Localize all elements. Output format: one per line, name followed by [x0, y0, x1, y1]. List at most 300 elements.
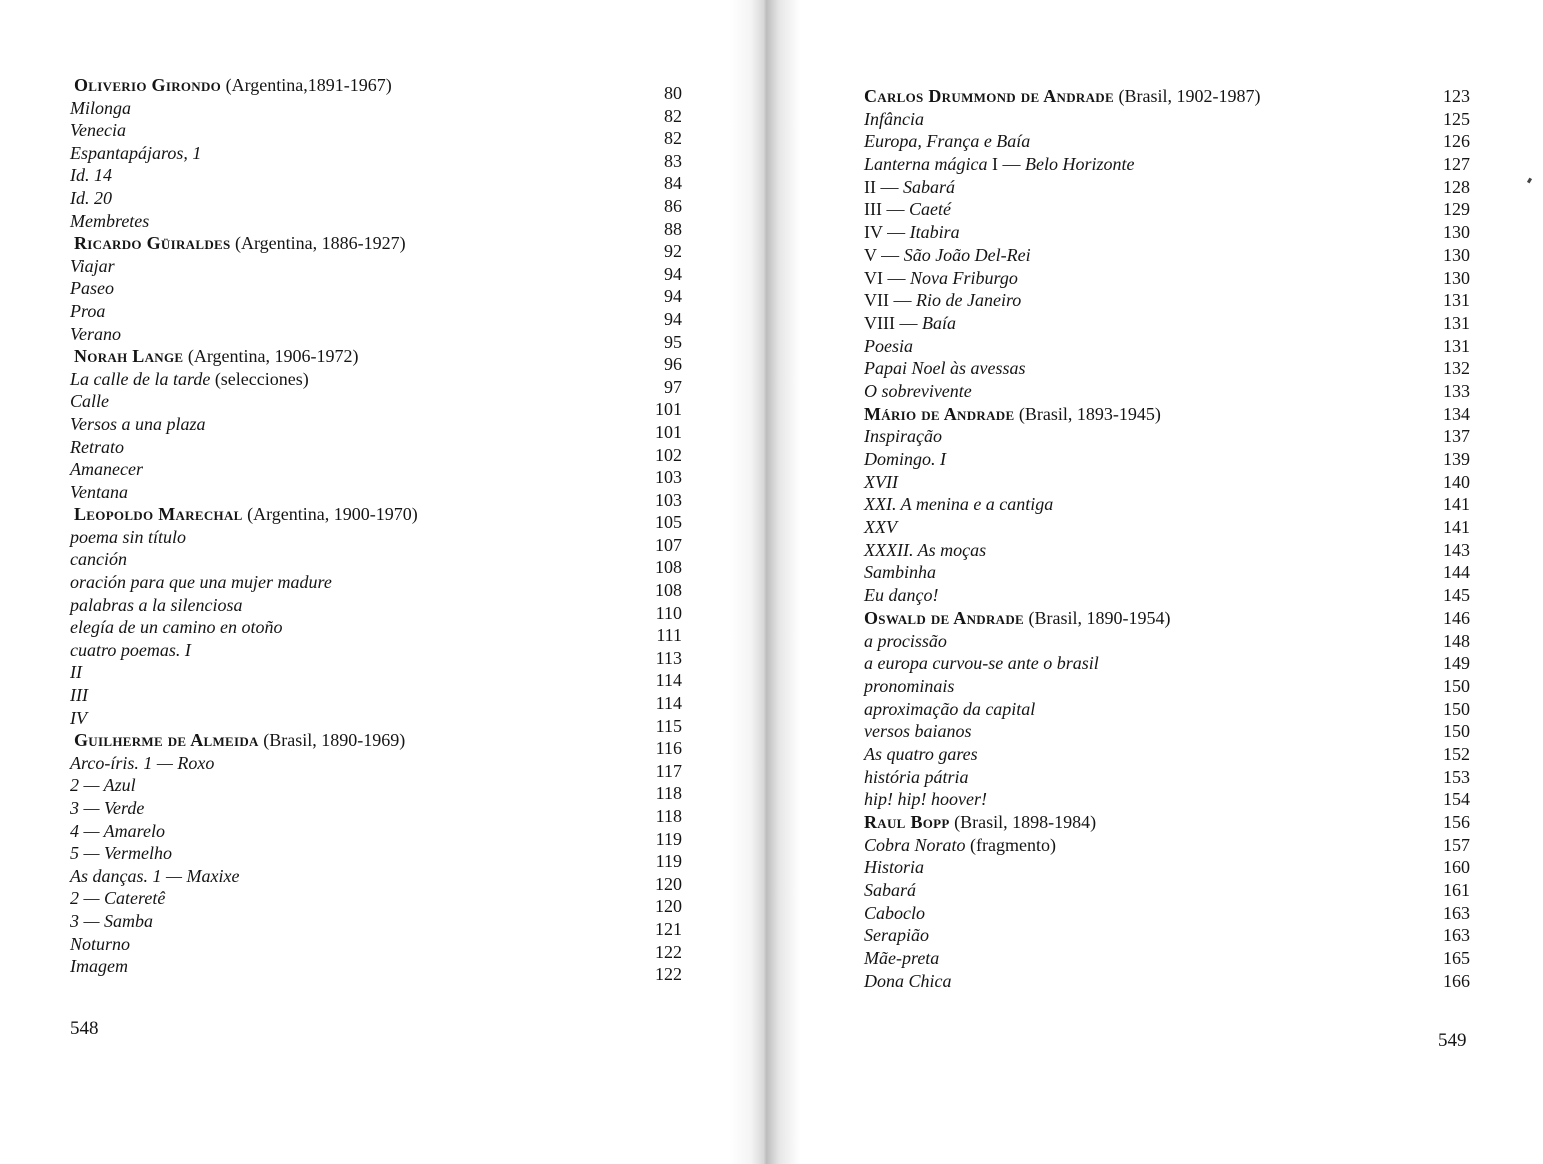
page-ref: 126 — [1443, 131, 1470, 152]
author-name: Oliverio Girondo — [74, 75, 222, 95]
page-ref: 154 — [1443, 789, 1470, 810]
toc-author-entry — [864, 85, 1472, 108]
poem-title: poema sin título — [70, 526, 186, 547]
poem-title: As danças. 1 — Maxixe — [70, 865, 240, 886]
author-info: (Argentina, 1900-1970) — [242, 504, 418, 525]
toc-poem-entry — [70, 368, 682, 397]
page-ref: 118 — [655, 806, 682, 826]
poem-title: oración para que una mujer madure — [70, 572, 332, 593]
page-ref: 160 — [1443, 857, 1470, 878]
toc-poem-entry — [70, 797, 682, 826]
toc-poem-entry — [70, 616, 682, 646]
entry-title — [74, 503, 418, 526]
poem-title: Domingo. I — [864, 449, 946, 469]
title-note: (fragmento) — [965, 834, 1056, 855]
poem-title: XVII — [864, 471, 898, 492]
entry-title — [864, 403, 1161, 426]
poem-title: Retrato — [70, 436, 124, 457]
entry-title — [70, 955, 128, 978]
entry-title — [70, 413, 206, 436]
toc-poem-entry — [864, 652, 1472, 675]
page-ref: 166 — [1443, 970, 1470, 991]
toc-poem-entry — [70, 481, 682, 510]
page-ref: 103 — [655, 467, 682, 488]
page-ref: 120 — [655, 896, 682, 917]
entry-title — [70, 255, 115, 278]
entry-title — [74, 232, 406, 255]
toc-poem-entry — [864, 221, 1472, 244]
toc-poem-entry — [864, 289, 1472, 312]
section-prefix: IV — — [864, 222, 910, 243]
page-ref: 161 — [1443, 880, 1470, 901]
entry-title — [70, 436, 124, 459]
poem-title: São João Del-Rei — [903, 244, 1031, 265]
poem-title: Sabará — [864, 880, 917, 901]
entry-title — [70, 752, 214, 775]
page-ref: 119 — [655, 851, 682, 872]
entry-title — [864, 312, 956, 335]
poem-title: Venecia — [70, 120, 126, 141]
toc-list-left — [70, 74, 682, 985]
entry-title — [70, 548, 127, 571]
left-page — [0, 0, 760, 1164]
page-ref: 152 — [1443, 743, 1470, 764]
entry-title — [70, 119, 126, 142]
entry-title — [70, 865, 239, 888]
page-ref: 92 — [664, 241, 682, 262]
toc-author-entry — [864, 403, 1472, 426]
page-ref: 163 — [1443, 902, 1470, 923]
poem-title: a europa curvou-se ante o brasil — [864, 653, 1099, 674]
entry-title — [70, 142, 201, 165]
entry-title — [864, 153, 1135, 176]
page-ref: 141 — [1443, 494, 1470, 515]
poem-title: XXV — [864, 517, 897, 538]
author-name: Carlos Drummond de Andrade — [864, 86, 1114, 106]
page-ref: 82 — [664, 128, 682, 149]
toc-poem-entry — [70, 210, 682, 239]
poem-title: história pátria — [864, 766, 969, 787]
page-ref: 130 — [1443, 222, 1470, 243]
toc-poem-entry — [864, 675, 1472, 698]
entry-title — [864, 244, 1031, 267]
poem-title: Baía — [921, 312, 956, 333]
right-page — [790, 0, 1543, 1164]
toc-poem-entry — [70, 300, 682, 329]
author-name: Leopoldo Marechal — [74, 504, 243, 525]
toc-poem-entry — [864, 493, 1472, 516]
page-ref: 86 — [664, 195, 682, 216]
entry-title — [70, 97, 131, 120]
toc-poem-entry — [864, 630, 1472, 653]
page-ref: 134 — [1443, 403, 1470, 424]
entry-title — [70, 458, 143, 481]
entry-title — [70, 594, 243, 617]
entry-title — [864, 902, 925, 925]
entry-title — [864, 357, 1026, 380]
poem-title: Caeté — [908, 199, 951, 220]
poem-title: Id. 20 — [70, 187, 112, 208]
poem-title: II — [70, 662, 82, 683]
toc-author-entry — [70, 232, 682, 262]
poem-title: versos baianos — [864, 721, 972, 742]
toc-list-right — [864, 85, 1472, 993]
toc-author-entry — [70, 503, 682, 533]
entry-title — [70, 187, 112, 210]
poem-title: Infância — [864, 108, 924, 129]
toc-poem-entry — [864, 924, 1472, 947]
entry-title — [864, 811, 1096, 834]
entry-title — [864, 335, 913, 358]
toc-poem-entry — [864, 834, 1472, 857]
page-ref: 84 — [664, 173, 682, 194]
toc-poem-entry — [864, 856, 1472, 879]
toc-author-entry — [70, 729, 682, 759]
entry-title — [864, 448, 946, 471]
page-ref: 122 — [655, 964, 682, 985]
page-ref: 117 — [655, 760, 682, 781]
page-ref: 94 — [664, 308, 682, 329]
toc-poem-entry — [864, 448, 1472, 471]
page-ref: 111 — [656, 625, 682, 646]
poem-title: Arco-íris. 1 — Roxo — [70, 752, 215, 773]
toc-poem-entry — [70, 142, 682, 171]
page-ref: 153 — [1443, 766, 1470, 787]
toc-poem-entry — [864, 788, 1472, 811]
page-ref: 97 — [664, 376, 682, 397]
poem-title: hip! hip! hoover! — [864, 789, 987, 810]
toc-poem-entry — [70, 910, 682, 939]
entry-title — [70, 526, 186, 549]
toc-poem-entry — [864, 312, 1472, 335]
page-ref: 102 — [655, 444, 682, 465]
page-ref: 114 — [655, 670, 682, 691]
page-ref: 163 — [1443, 925, 1470, 946]
toc-poem-entry — [70, 187, 682, 216]
page-number-right: 549 — [1438, 1030, 1467, 1051]
author-name: Guilherme de Almeida — [74, 730, 259, 751]
entry-title — [864, 539, 986, 562]
page-ref: 143 — [1443, 539, 1470, 560]
poem-title: Itabira — [909, 222, 960, 243]
page-ref: 108 — [655, 557, 682, 578]
page-ref: 129 — [1443, 199, 1470, 220]
page-ref: 145 — [1443, 585, 1470, 606]
page-ref: 157 — [1443, 834, 1470, 855]
section-prefix: VIII — — [864, 312, 922, 333]
poem-title: XXI. A menina e a cantiga — [864, 494, 1054, 515]
entry-title — [864, 924, 929, 947]
page-ref: 131 — [1443, 335, 1470, 356]
poem-title: Poesia — [864, 335, 913, 356]
poem-title: aproximação da capital — [864, 698, 1036, 719]
page-ref: 144 — [1443, 562, 1470, 583]
poem-title: Europa, França e Baía — [864, 131, 1031, 152]
entry-title — [864, 856, 924, 879]
page-ref: 146 — [1443, 607, 1470, 628]
page-ref: 148 — [1443, 630, 1470, 651]
page-ref: 103 — [655, 489, 682, 510]
entry-title — [864, 720, 972, 743]
author-info: (Argentina, 1886-1927) — [230, 233, 406, 254]
poem-title: Sambinha — [864, 562, 936, 583]
page-ref: 94 — [664, 263, 682, 284]
page-ref: 125 — [1443, 108, 1470, 129]
entry-title — [70, 368, 309, 391]
entry-title — [864, 221, 960, 244]
author-info: (Argentina, 1906-1972) — [183, 346, 359, 367]
toc-poem-entry — [70, 865, 682, 894]
toc-poem-entry — [70, 548, 682, 578]
page-ref: 95 — [664, 331, 682, 352]
page-ref: 83 — [664, 150, 682, 171]
author-info: (Brasil, 1890-1969) — [258, 730, 406, 751]
toc-poem-entry — [864, 561, 1472, 584]
toc-poem-entry — [70, 933, 682, 962]
page-ref: 156 — [1443, 812, 1470, 832]
entry-title — [864, 267, 1018, 290]
entry-title — [864, 584, 938, 607]
poem-title: As quatro gares — [864, 743, 978, 764]
entry-title — [864, 652, 1099, 675]
page-ref: 119 — [655, 828, 682, 849]
toc-poem-entry — [864, 720, 1472, 743]
poem-title: Verano — [70, 323, 121, 344]
poem-title: Rio de Janeiro — [916, 290, 1022, 311]
page-ref: 121 — [655, 918, 682, 939]
poem-title: Serapião — [864, 925, 929, 946]
title-note: (selecciones) — [210, 368, 309, 389]
page-ref: 88 — [664, 218, 682, 239]
poem-title: Imagem — [70, 956, 128, 977]
entry-title — [864, 380, 972, 403]
author-name: Oswald de Andrade — [864, 607, 1025, 628]
page-ref: 122 — [655, 941, 682, 962]
poem-subtitle: Belo Horizonte — [1025, 154, 1135, 175]
toc-poem-entry — [70, 639, 682, 668]
entry-title — [70, 323, 121, 346]
poem-title: Lanterna mágica — [864, 154, 992, 175]
entry-title — [864, 766, 969, 789]
page-ref: 113 — [655, 647, 682, 668]
toc-author-entry — [864, 811, 1472, 834]
toc-poem-entry — [70, 390, 682, 420]
toc-poem-entry — [864, 471, 1472, 494]
poem-title: Mãe-preta — [864, 948, 940, 969]
entry-title — [70, 684, 88, 707]
author-info: (Brasil, 1902-1987) — [1113, 86, 1261, 106]
toc-poem-entry — [864, 357, 1472, 380]
entry-title — [70, 390, 109, 413]
entry-title — [70, 933, 130, 956]
toc-poem-entry — [864, 176, 1472, 199]
toc-poem-entry — [864, 970, 1472, 993]
toc-poem-entry — [864, 108, 1472, 131]
page-ref: 114 — [655, 693, 682, 714]
poem-title: Espantapájaros, 1 — [70, 142, 202, 163]
poem-title: Calle — [70, 391, 109, 412]
toc-poem-entry — [70, 571, 682, 601]
poem-title: Cobra Norato — [864, 834, 966, 855]
toc-poem-entry — [864, 267, 1472, 290]
poem-title: III — [70, 685, 88, 706]
entry-title — [70, 910, 153, 933]
toc-poem-entry — [864, 766, 1472, 789]
page-ref: 131 — [1443, 312, 1470, 333]
poem-title: IV — [70, 707, 87, 728]
author-name: Norah Lange — [74, 346, 184, 367]
toc-poem-entry — [70, 436, 682, 465]
poem-title: Papai Noel às avessas — [864, 358, 1026, 379]
entry-title — [74, 729, 405, 752]
page-ref: 130 — [1443, 267, 1470, 288]
poem-title: Caboclo — [864, 902, 925, 923]
entry-title — [70, 661, 82, 684]
poem-title: 3 — Verde — [70, 798, 145, 818]
toc-poem-entry — [70, 842, 682, 872]
entry-title — [864, 425, 942, 448]
entry-title — [864, 788, 987, 811]
page-ref: 115 — [655, 715, 682, 736]
toc-poem-entry — [70, 774, 682, 804]
toc-poem-entry — [70, 323, 682, 352]
poem-title: cuatro poemas. I — [70, 639, 191, 660]
poem-title: Historia — [864, 857, 925, 878]
page-ref: 140 — [1443, 471, 1470, 492]
page-ref: 150 — [1443, 721, 1470, 742]
page-ref: 130 — [1443, 244, 1470, 265]
toc-poem-entry — [864, 198, 1472, 221]
page-ref: 116 — [655, 738, 682, 759]
toc-poem-entry — [70, 752, 682, 781]
toc-author-entry — [70, 74, 682, 103]
section-prefix: I — — [992, 154, 1025, 175]
page-ref: 80 — [664, 83, 682, 103]
entry-title — [864, 970, 952, 993]
toc-author-entry — [864, 607, 1472, 630]
toc-poem-entry — [70, 887, 682, 917]
toc-poem-entry — [70, 955, 682, 985]
entry-title — [70, 571, 332, 594]
entry-title — [864, 493, 1053, 516]
entry-title — [864, 289, 1021, 312]
poem-title: Milonga — [70, 97, 131, 118]
entry-title — [70, 164, 112, 187]
page-ref: 165 — [1443, 948, 1470, 969]
entry-title — [864, 879, 916, 902]
toc-poem-entry — [70, 255, 682, 284]
toc-poem-entry — [70, 661, 682, 691]
toc-poem-entry — [864, 584, 1472, 607]
poem-title: Noturno — [70, 933, 131, 954]
page-ref: 96 — [664, 354, 682, 375]
entry-title — [70, 639, 191, 662]
poem-title: Amanecer — [70, 459, 143, 480]
page-ref: 120 — [655, 873, 682, 894]
page-ref: 101 — [655, 421, 682, 442]
author-info: (Brasil, 1893-1945) — [1014, 403, 1161, 424]
poem-title: 5 — Vermelho — [70, 843, 172, 864]
page-ref: 108 — [655, 580, 682, 601]
toc-poem-entry — [864, 516, 1472, 539]
poem-title: XXXII. As moças — [864, 539, 987, 560]
page-ref: 132 — [1443, 358, 1470, 379]
page-ref: 150 — [1443, 698, 1470, 719]
entry-title — [74, 74, 392, 97]
toc-poem-entry — [864, 335, 1472, 358]
poem-title: 2 — Azul — [70, 775, 136, 796]
page-ref: 141 — [1443, 517, 1470, 538]
page-ref: 82 — [664, 105, 682, 126]
toc-poem-entry — [864, 244, 1472, 267]
toc-poem-entry — [864, 879, 1472, 902]
poem-title: Eu danço! — [864, 585, 939, 606]
page-number-left: 548 — [70, 1018, 99, 1039]
entry-title — [70, 616, 282, 639]
entry-title — [864, 630, 947, 653]
toc-poem-entry — [864, 130, 1472, 153]
poem-title: palabras a la silenciosa — [70, 594, 243, 615]
poem-title: Paseo — [70, 278, 114, 299]
page-ref: 107 — [655, 534, 682, 555]
entry-title — [74, 345, 359, 368]
entry-title — [70, 842, 172, 865]
poem-title: elegía de un camino en otoño — [70, 617, 283, 638]
toc-poem-entry — [70, 119, 682, 149]
poem-title: Sabará — [903, 176, 956, 197]
toc-poem-entry — [864, 380, 1472, 403]
toc-poem-entry — [864, 947, 1472, 970]
entry-title — [864, 743, 978, 766]
entry-title — [864, 85, 1260, 108]
author-name: Raul Bopp — [864, 812, 950, 832]
page-ref: 137 — [1443, 426, 1470, 447]
entry-title — [864, 675, 954, 698]
poem-title: Nova Friburgo — [910, 267, 1018, 288]
author-name: Ricardo Güiraldes — [74, 233, 231, 254]
poem-title: Viajar — [70, 255, 115, 276]
toc-author-entry — [70, 345, 682, 375]
section-prefix: VII — — [864, 290, 916, 311]
page-ref: 128 — [1443, 176, 1470, 197]
page-ref: 110 — [655, 602, 682, 623]
entry-title — [864, 176, 955, 199]
section-prefix: VI — — [864, 267, 910, 288]
page-ref: 118 — [655, 783, 682, 804]
toc-poem-entry — [864, 902, 1472, 925]
entry-title — [70, 797, 144, 820]
page-ref: 131 — [1443, 290, 1470, 311]
toc-poem-entry — [70, 707, 682, 736]
poem-title: Inspiração — [864, 426, 942, 447]
poem-title: 3 — Samba — [70, 910, 154, 931]
poem-title: a procissão — [864, 630, 947, 651]
poem-title: Ventana — [70, 481, 128, 502]
toc-poem-entry — [70, 277, 682, 307]
entry-title — [864, 471, 898, 494]
poem-title: Dona Chica — [864, 970, 952, 991]
section-prefix: V — — [864, 244, 904, 265]
poem-title: Proa — [70, 300, 106, 321]
author-info: (Brasil, 1898-1984) — [949, 812, 1097, 832]
paper-speck — [1527, 178, 1532, 184]
toc-poem-entry — [70, 413, 682, 442]
page-ref: 139 — [1443, 449, 1470, 469]
entry-title — [864, 130, 1030, 153]
page-ref: 150 — [1443, 675, 1470, 696]
entry-title — [864, 834, 1056, 857]
toc-poem-entry — [864, 425, 1472, 448]
